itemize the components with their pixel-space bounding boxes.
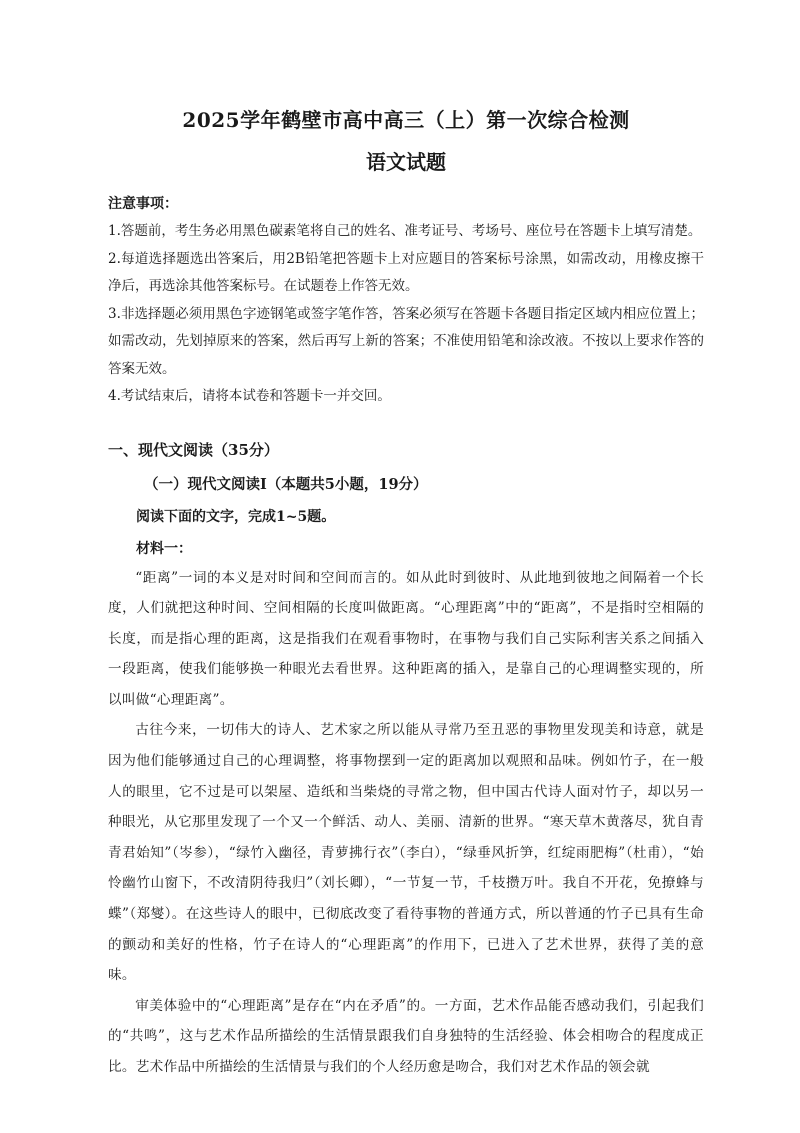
- notice-section: [108, 190, 704, 411]
- passage-paragraph-2: 古往今来，一切伟大的诗人、艺术家之所以能从寻常乃至丑恶的事物里发现美和诗意，就是因为他们能够通过自己的心理调整，将事物摆到一定的距离加以观照和品味。例如竹子，在一般人的眼里，它不过是可以架屋、造纸和当柴烧的寻常之物，但中国古代诗人面对竹子，却以另一种眼光，从它那里发现了一个又一个鲜活、动人、美丽、清新的世界。“寒天草木黄落尽，犹自青青君始知”（岑参），“绿竹入幽径，青萝拂行衣”（李白），“绿垂风折笋，红绽雨肥梅”（杜甫），“始怜幽竹山窗下，不改清阴待我归”（刘长卿），“一节复一节，千枝攒万叶。我自不开花，免撩蜂与蝶”（郑燮）。在这些诗人的眼中，已彻底改变了看待事物的普通方式，所以普通的竹子已具有生命的颤动和美好的性格，竹子在诗人的“心理距离”的作用下，已进入了艺术世界，获得了美的意味。: [108, 722, 704, 984]
- passage-paragraph-3: 审美体验中的“心理距离”是存在“内在矛盾”的。一方面，艺术作品能否感动我们，引起我们的“共鸣”，这与艺术作品所描绘的生活情景跟我们自身独特的生活经验、体会相吻合的程度成正比。艺术作品中所描绘的生活情景与我们的个人经历愈是吻合，我们对艺术作品的领会就: [108, 997, 704, 1075]
- section-subheading: （一）现代文阅读Ⅰ（本题共5小题，19分）: [144, 475, 428, 493]
- notice-item-4: 4.考试结束后，请将本试卷和答题卡一并交回。: [108, 388, 391, 404]
- exam-subtitle: 语文试题: [366, 150, 446, 174]
- passage-paragraph-1: “距离”一词的本义是对时间和空间而言的。如从此时到彼时、从此地到彼地之间隔着一个长度，人们就把这种时间、空间相隔的长度叫做距离。“心理距离”中的“距离”，不是指时空相隔的长度，而是指心理的距离，这是指我们在观看事物时，在事物与我们自己实际利害关系之间插入一段距离，使我们能够换一种眼光去看世界。这种距离的插入，是靠自己的心理调整实现的，所以叫做“心理距离”。: [108, 569, 704, 708]
- notice-item-1: 1.答题前，考生务必用黑色碳素笔将自己的姓名、准考证号、考场号、座位号在答题卡上填写清楚。: [108, 223, 702, 239]
- notice-heading: 注意事项：: [108, 196, 178, 212]
- section-heading: 一、现代文阅读（35分）: [108, 440, 279, 459]
- exam-title: 2025学年鹤壁市高中高三（上）第一次综合检测: [182, 108, 630, 132]
- reading-instruction: 阅读下面的文字，完成1~5题。: [136, 508, 336, 525]
- reading-passage: [108, 563, 704, 1083]
- material-label: 材料一：: [136, 540, 192, 557]
- notice-item-2: 2.每道选择题选出答案后，用2B铅笔把答题卡上对应题目的答案标号涂黑，如需改动，用橡皮擦干净后，再选涂其他答案标号。在试题卷上作答无效。: [108, 250, 704, 294]
- notice-item-3: 3.非选择题必须用黑色字迹钢笔或签字笔作答，答案必须写在答题卡各题目指定区域内相应位置上；如需改动，先划掉原来的答案，然后再写上新的答案；不准使用铅笔和涂改液。不按以上要求作答的答案无效。: [108, 305, 704, 377]
